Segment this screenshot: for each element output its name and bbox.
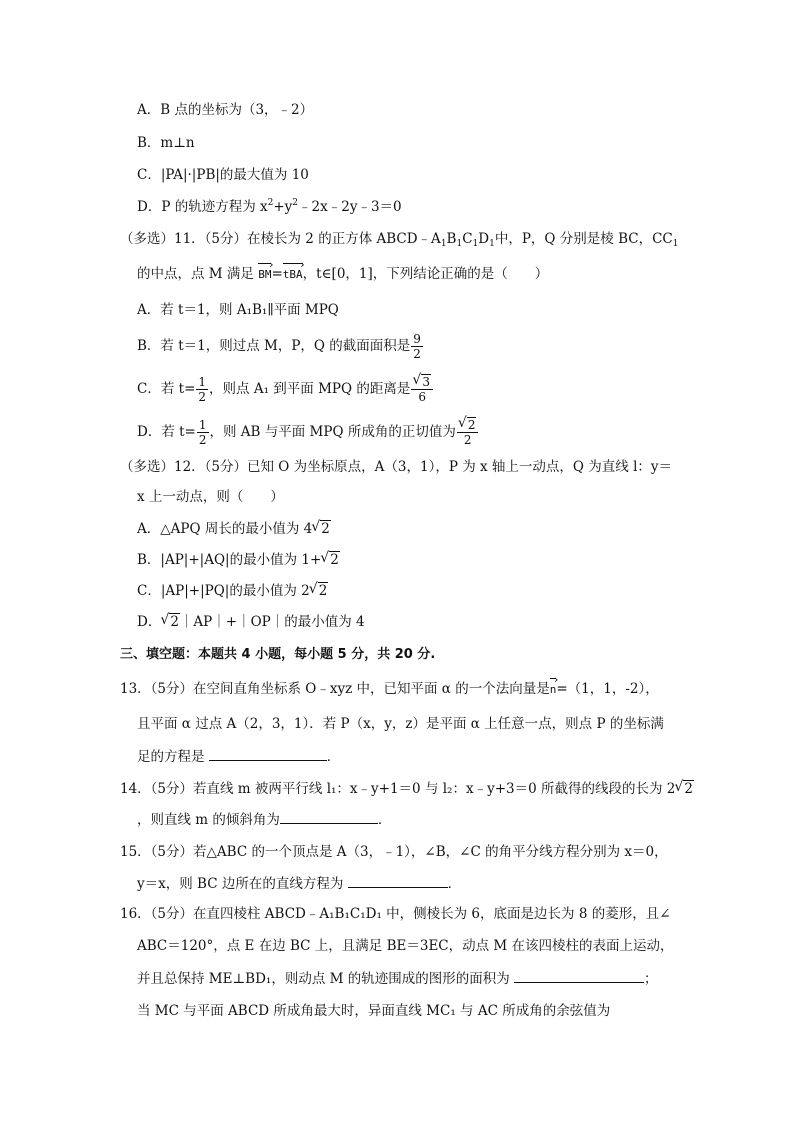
q16-line4: 当 MC 与平面 ABCD 所成角最大时，异面直线 MC₁ 与 AC 所成角的余弦值为 <box>137 1003 611 1019</box>
fraction <box>411 332 423 361</box>
q12-option-b <box>137 550 340 570</box>
q13-line3 <box>137 746 340 767</box>
q16-line2: ABC＝120°，点 E 在边 BC 上，且满足 BE＝3EC，动点 M 在该四棱柱的表面上运动， <box>137 938 674 954</box>
q15-line1: 15．（5分）若△ABC 的一个顶点是 A（3，﹣1），∠B，∠C 的角平分线方程分别为 x＝0， <box>120 844 668 860</box>
q12-stem-line2: x 上一动点，则（ ） <box>137 489 284 505</box>
fraction <box>197 418 209 447</box>
fraction <box>411 375 433 404</box>
q11-option-c <box>137 375 434 404</box>
answer-blank[interactable] <box>209 746 327 761</box>
q11-l1b: 中，P，Q 分别是棱 BC，CC <box>494 231 673 247</box>
frac-den: 2 <box>413 347 421 361</box>
answer-blank[interactable] <box>348 873 448 888</box>
q13-line2: 且平面 α 过点 A（2，3，1）．若 P（x，y，z）是平面 α 上任意一点，则点 P 的坐标满 <box>137 716 664 732</box>
q11-c-text-2: ，则点 A₁ 到平面 MPQ 的距离是 <box>209 381 411 397</box>
sqrt-radicand: 2 <box>684 781 693 797</box>
vector-tba: › tBA <box>283 265 303 285</box>
sqrt-radicand: 2 <box>467 418 476 432</box>
q11-option-d <box>137 418 479 447</box>
q11-option-a: A．若 t＝1，则 A₁B₁∥平面 MPQ <box>137 302 339 318</box>
frac-den: 2 <box>463 433 472 447</box>
answer-blank[interactable] <box>514 968 644 983</box>
sqrt-radicand: 2 <box>170 614 179 630</box>
fraction <box>457 418 479 447</box>
q10-option-c: C．|PA|·|PB|的最大值为 10 <box>137 167 309 183</box>
frac-den: 6 <box>418 390 426 404</box>
q11-d-text-2: ，则 AB 与平面 MPQ 所成角的正切值为 <box>209 424 456 440</box>
q12-option-c <box>137 581 328 601</box>
q14-l2a: ，则直线 m 的倾斜角为 <box>137 812 280 828</box>
q12-c-text: C．|AP|+|PQ|的最小值为 2 <box>137 583 310 599</box>
sqrt-radicand: 2 <box>321 521 330 537</box>
q11-c-t: t= <box>178 381 196 397</box>
q16-line1: 16．（5分）在直四棱柱 ABCD﹣A₁B₁C₁D₁ 中，侧棱长为 6，底面是边长为 8 的菱形，且∠ <box>120 906 671 922</box>
sqrt-radicand: 2 <box>330 552 339 568</box>
q12-d-text-2: ｜AP｜+｜OP｜的最小值为 4 <box>179 614 365 630</box>
sqrt-radicand: 2 <box>318 583 328 599</box>
q15-line2 <box>137 873 461 894</box>
frac-num: 9 <box>413 332 421 346</box>
q13-l1a: 13．（5分）在空间直角坐标系 O﹣xyz 中，已知平面 α 的一个法向量是 <box>120 681 550 697</box>
q12-d-text-1: D． <box>137 614 162 630</box>
q12-option-a <box>137 519 331 539</box>
fraction <box>196 375 208 404</box>
q11-l2b: ，t∈[0，1]，下列结论正确的是（ ） <box>302 266 549 282</box>
q11-d-t: t= <box>179 424 196 440</box>
q11-option-b <box>137 332 424 361</box>
q11-l2a: 的中点，点 M 满足 <box>137 266 254 282</box>
q11-stem-line1: （多选）11．（5分）在棱长为 2 的正方体 $ABCD﹣A_1B_1C_1D_1$中，P，Q 分别是棱 BC，$CC_1$ <box>120 231 679 249</box>
q10-option-d: D．P 的轨迹方程为 $x^2+y^2﹣2x﹣2y﹣3=0$ <box>137 198 402 215</box>
q14-line2 <box>137 809 391 830</box>
q16-l3b: ； <box>644 971 658 987</box>
section-heading: 三、填空题：本题共 4 小题，每小题 5 分，共 20 分. <box>120 647 436 662</box>
q13-l3a: 足的方程是 <box>137 749 205 765</box>
q14-line1 <box>120 779 694 799</box>
q13-l1b: =（1，1，-2）， <box>556 681 659 697</box>
q14-l2b: ． <box>377 812 392 828</box>
frac-num: 1 <box>198 418 207 432</box>
q10-option-b: B．m⊥n <box>137 135 195 151</box>
q10-d-text-2: ﹣2x﹣2y﹣3＝0 <box>298 199 402 215</box>
q11-l1a: （多选）11．（5分）在棱长为 2 的正方体 ABCD﹣A <box>120 231 441 247</box>
q12-a-text: A．△APQ 周长的最小值为 4 <box>137 521 313 537</box>
q14-l1a: 14．（5分）若直线 m 被两平行线 l₁：x﹣y+1＝0 与 l₂：x﹣y+3＝0 所截得的线段的长为 2 <box>120 781 676 797</box>
q16-line3 <box>137 968 658 989</box>
q15-l2b: ． <box>447 876 462 892</box>
vector-n: › n <box>550 680 557 700</box>
q12-option-d <box>137 612 365 632</box>
q16-l3a: 并且总保持 ME⊥BD₁，则动点 M 的轨迹围成的图形的面积为 <box>137 971 510 987</box>
q11-stem-line2: 的中点，点 M 满足 › BM=› tBA，t∈[0，1]，下列结论正确的是（ ） <box>137 264 548 285</box>
q11-b-text: B．若 t＝1，则过点 M，P，Q 的截面面积是 <box>137 338 411 354</box>
q12-b-text: B．|AP|+|AQ|的最小值为 1+ <box>137 552 322 568</box>
sqrt-radicand: 3 <box>422 375 430 389</box>
vector-bm: › BM <box>258 265 271 285</box>
q11-c-text-1: C．若 <box>137 381 175 397</box>
q10-option-a: A．B 点的坐标为（3，﹣2） <box>137 102 314 118</box>
frac-den: 2 <box>198 390 207 404</box>
q13-l3b: ． <box>326 749 341 765</box>
q11-d-text-1: D．若 <box>137 424 175 440</box>
q10-d-text-1: D．P 的轨迹方程为 x <box>137 199 268 215</box>
answer-blank[interactable] <box>280 809 378 824</box>
frac-den: 2 <box>198 433 207 447</box>
frac-num: 1 <box>198 375 207 389</box>
q12-stem-line1: （多选）12．（5分）已知 O 为坐标原点，A（3，1），P 为 x 轴上一动点，Q 为直线 l：y＝ <box>120 459 673 475</box>
q13-line1 <box>120 679 659 700</box>
q15-l2a: y＝x，则 BC 边所在的直线方程为 <box>137 876 344 892</box>
